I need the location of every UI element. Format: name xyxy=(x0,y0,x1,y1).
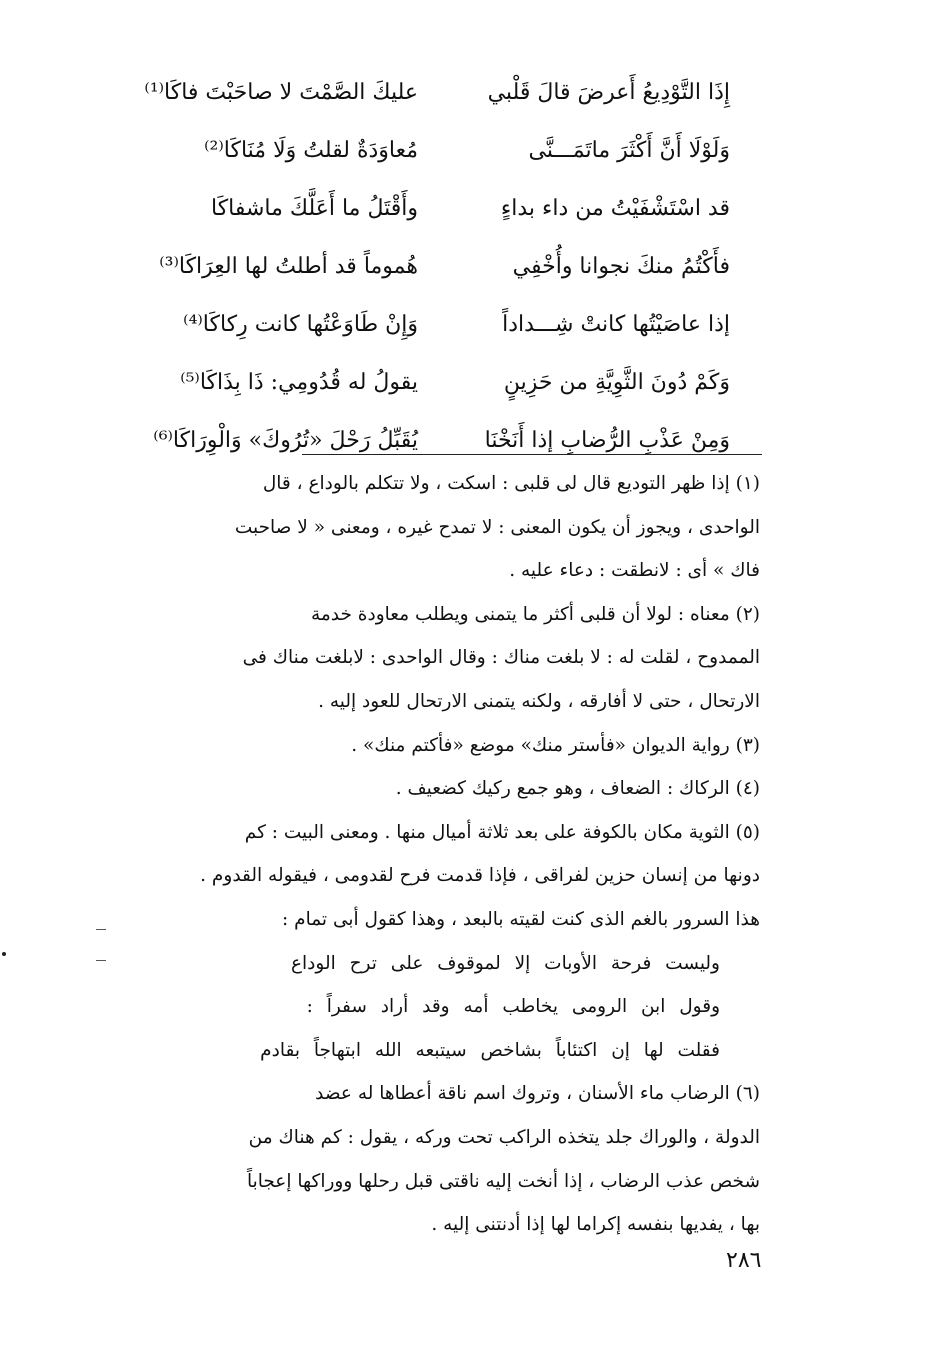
footnote-line: الواحدى ، ويجوز أن يكون المعنى : لا تمدح غيره ، ومعنى « لا صاحبت xyxy=(234,516,760,538)
footnote-line: بها ، يفديها بنفسه إكراما لها إذا أدنتنى إليه . xyxy=(431,1214,760,1236)
verse-first-hemistich: وَلَوْلَا أَنَّ أَكْثَرَ ماتَمَـــنَّى xyxy=(528,138,730,163)
footnote-line: هذا السرور بالغم الذى كنت لقيته بالبعد ، وهذا كقول أبى تمام : xyxy=(282,908,760,930)
verse-second-hemistich: مُعاوَدَةٌ لقلتُ وَلَا مُنَاكَا⁽²⁾ xyxy=(204,138,418,163)
footnote-line: فاك » أى : لانطقت : دعاء عليه . xyxy=(509,560,760,582)
footnote-line: (٥) الثوية مكان بالكوفة على بعد ثلاثة أميال منها . ومعنى البيت : كم xyxy=(244,821,760,843)
footnote-line: (٤) الركاك : الضعاف ، وهو جمع ركيك كضعيف . xyxy=(395,778,760,800)
verse-line xyxy=(110,300,730,358)
footnote-line: الدولة ، والوراك جلد يتخذه الراكب تحت وركه ، يقول : كم هناك من xyxy=(248,1126,760,1148)
quoted-verse-line: وليست فرحة الأوبات إلا لموقوف على ترح الوداع xyxy=(290,952,720,974)
scan-dot xyxy=(2,952,6,956)
verse-line xyxy=(110,68,730,126)
scan-mark xyxy=(96,960,106,961)
verse-second-hemistich: وأَقْتَلُ ما أَعَلَّكَ ماشفاكَا xyxy=(210,196,418,221)
verse-first-hemistich: فأَكْتُمُ منكَ نجوانا وأُخْفِي xyxy=(512,254,730,279)
footnote-divider xyxy=(302,454,762,455)
footnote-line: (٢) معناه : لولا أن قلبى أكثر ما يتمنى ويطلب معاودة خدمة xyxy=(310,603,760,625)
verse-second-hemistich: وَإِنْ طَاوَعْتُها كانت رِكاكَا⁽⁴⁾ xyxy=(183,312,418,337)
footnote-line: (٦) الرضاب ماء الأسنان ، وتروك اسم ناقة أعطاها له عضد xyxy=(315,1083,760,1105)
footnote-line: الارتحال ، حتى لا أفارقه ، ولكنه يتمنى الارتحال للعود إليه . xyxy=(318,690,760,712)
verse-first-hemistich: إذا عاصَيْتُها كانتْ شِـــداداً xyxy=(502,312,730,337)
verse-second-hemistich: يقولُ له قُدُومِي: ذَا بِذَاكَا⁽⁵⁾ xyxy=(180,370,418,395)
verse-first-hemistich: قد اسْتَشْفَيْتُ من داء بداءٍ xyxy=(500,196,730,221)
footnote-line: دونها من إنسان حزين لفراقى ، فإذا قدمت فرح لقدومى ، فيقوله القدوم . xyxy=(200,865,760,887)
footnote-line: (٣) رواية الديوان «فأستر منك» موضع «فأكتم منك» . xyxy=(351,734,760,756)
footnote-line: الممدوح ، لقلت له : لا بلغت مناك : وقال الواحدى : لابلغت مناك فى xyxy=(242,647,760,669)
verse-line xyxy=(110,358,730,416)
verse-line xyxy=(110,242,730,300)
footnotes xyxy=(108,462,760,1247)
verse-first-hemistich: وَكَمْ دُونَ الثَّوِيَّةِ من حَزِينٍ xyxy=(503,370,730,395)
scan-mark xyxy=(96,929,106,930)
page-number: ٢٨٦ xyxy=(726,1248,762,1273)
verse-second-hemistich: هُموماً قد أطلتُ لها العِرَاكَا⁽³⁾ xyxy=(159,254,418,279)
quoted-verse-line: فقلت لها إن اكتئاباً بشاخص سيتبعه الله ابتهاجاً بقادم xyxy=(260,1039,720,1061)
verse-second-hemistich: يُقَبِّلُ رَحْلَ «تُرُوكَ» وَالْوِرَاكَا⁽⁶⁾ xyxy=(153,428,418,453)
footnote-line: شخص عذب الرضاب ، إذا أنخت إليه ناقتى قبل رحلها ووراكها إعجاباً xyxy=(246,1170,760,1192)
footnote-line: (١) إذا ظهر التوديع قال لى قلبى : اسكت ، ولا تتكلم بالوداع ، قال xyxy=(262,473,760,494)
verse-line xyxy=(110,184,730,242)
verse-first-hemistich: وَمِنْ عَذْبِ الرُّضابِ إذا أَنَخْنَا xyxy=(484,428,730,453)
verse-line xyxy=(110,126,730,184)
quoted-verse-line: وقول ابن الرومى يخاطب أمه وقد أراد سفراً : xyxy=(306,996,720,1018)
verse-first-hemistich: إِذَا التَّوْدِيعُ أَعرضَ قالَ قَلْبي xyxy=(487,80,730,105)
verse-second-hemistich: عليكَ الصَّمْتَ لا صاحَبْتَ فاكَا⁽¹⁾ xyxy=(144,80,418,105)
poem-verses xyxy=(110,68,730,474)
